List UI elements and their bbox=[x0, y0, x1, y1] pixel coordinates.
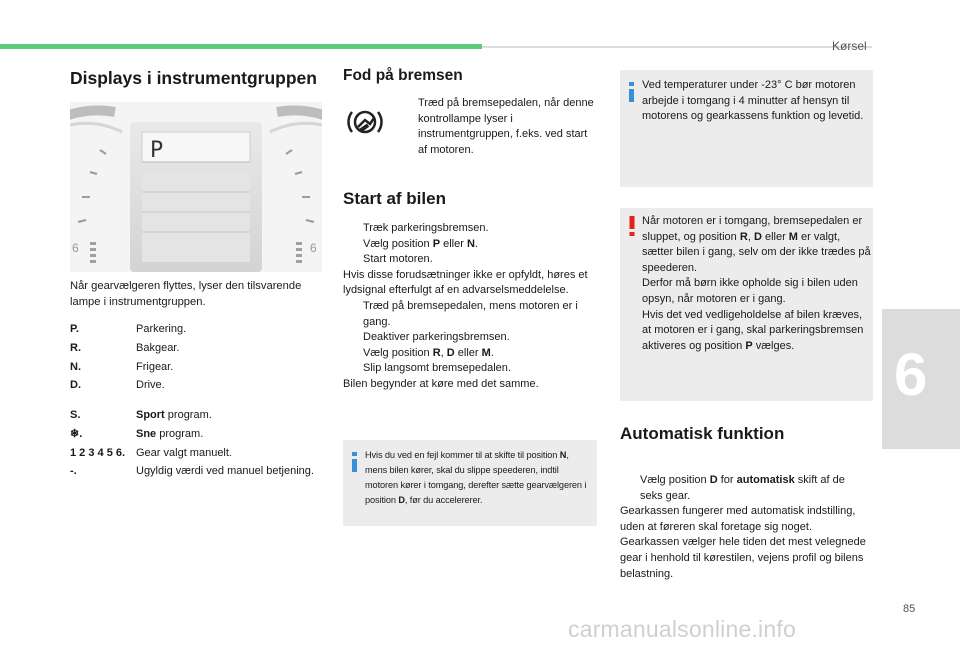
legend-value-rest: Gear valgt manuelt. bbox=[136, 447, 232, 459]
info-box-neutral-shift bbox=[343, 440, 597, 526]
gear-code: P bbox=[745, 339, 753, 352]
gear-code: D bbox=[446, 346, 455, 359]
bullet-text: Træd på bremsepedalen, når denne kontrollampe lyser i instrumentgruppen, f.eks. ved start af motoren. bbox=[418, 97, 594, 156]
instrument-cluster-illustration bbox=[70, 102, 322, 272]
legend-value bbox=[136, 446, 326, 461]
bullet-text: , bbox=[440, 346, 447, 359]
bullet-text: skift af de seks gear. bbox=[640, 474, 845, 502]
info-text-part: , før du accelererer. bbox=[404, 495, 483, 505]
bullet-text: Slip langsomt bremsepedalen. bbox=[363, 362, 511, 375]
bullet-text: Træd på bremsepedalen, mens motoren er i gang. bbox=[363, 299, 578, 328]
warning-text-part: Hvis det ved vedligeholdelse af bilen kræves, at motoren er i gang, skal parkeringsbremsen aktiveres og position bbox=[642, 308, 864, 352]
legend-value: Drive. bbox=[136, 379, 165, 391]
warning-text bbox=[642, 214, 872, 354]
gear-code: M bbox=[481, 346, 491, 359]
legend-key: S. bbox=[70, 409, 81, 421]
automatic-mode-text bbox=[620, 473, 870, 582]
bullet-text: for bbox=[717, 474, 737, 486]
bullet-text: . bbox=[474, 237, 478, 250]
warning-text-part: , bbox=[747, 230, 754, 243]
legend-value bbox=[136, 464, 326, 479]
legend-value-bold: Sne bbox=[136, 428, 157, 440]
page-number: 85 bbox=[903, 603, 916, 615]
gear-code: D bbox=[398, 495, 405, 505]
gear-code: N bbox=[559, 450, 567, 460]
warning-text-part: Når motoren er i tomgang, bremsepedalen er sluppet, og position bbox=[642, 215, 863, 243]
page-title: Displays i instrumentgruppen bbox=[70, 68, 317, 88]
gear-code: R bbox=[432, 346, 441, 359]
legend-key: -. bbox=[70, 465, 77, 477]
svg-text:6: 6 bbox=[72, 241, 79, 255]
legend-value: Frigear. bbox=[136, 361, 174, 373]
legend-value bbox=[136, 408, 326, 423]
paragraph: Bilen begynder at køre med det samme. bbox=[343, 377, 539, 390]
info-box-low-temperature bbox=[620, 70, 873, 187]
heading-automatic-mode: Automatisk funktion bbox=[620, 424, 785, 443]
legend-value-rest: program. bbox=[164, 409, 212, 421]
gear-code: R bbox=[739, 230, 748, 243]
warning-exclamation-icon bbox=[626, 216, 638, 236]
legend-value bbox=[136, 427, 326, 442]
cluster-caption: Når gearvælgeren flyttes, lyser den tilsvarende lampe i instrumentgruppen. bbox=[70, 280, 302, 308]
gear-code: P bbox=[432, 237, 441, 250]
info-icon bbox=[626, 82, 638, 102]
paragraph: Gearkassen fungerer med automatisk indstilling, uden at føreren skal foretage sig noget. Gearkassen vælger hele tiden det mest velegnede gear i henhold til kørestilen, vejens profil og bilens belastning. bbox=[620, 505, 866, 580]
brake-pedal-warning-icon bbox=[343, 100, 387, 144]
bullet-text: Deaktiver parkeringsbremsen. bbox=[363, 331, 510, 344]
legend-key: ❄. bbox=[70, 428, 83, 440]
gear-code: N bbox=[466, 237, 475, 250]
info-text-part: Hvis du ved en fejl kommer til at skifte til position bbox=[365, 450, 560, 460]
warning-text-part: vælges. bbox=[752, 339, 795, 352]
info-icon bbox=[349, 452, 361, 472]
chapter-number: 6 bbox=[894, 341, 928, 408]
bullet-text: eller bbox=[454, 346, 482, 359]
legend-value: Parkering. bbox=[136, 323, 187, 335]
bold-term: automatisk bbox=[736, 474, 795, 486]
cluster-drawing bbox=[70, 102, 322, 272]
svg-text:6: 6 bbox=[310, 241, 317, 255]
gear-code: D bbox=[753, 230, 762, 243]
foot-on-brake-text bbox=[398, 96, 598, 158]
header-rule bbox=[482, 46, 872, 48]
bullet-text: Træk parkeringsbremsen. bbox=[363, 222, 489, 234]
legend-value: Bakgear. bbox=[136, 342, 180, 354]
display-letter: P bbox=[150, 138, 164, 163]
legend-key: 1 2 3 4 5 6. bbox=[70, 447, 126, 459]
legend-value-rest: Ugyldig værdi ved manuel betjening. bbox=[136, 465, 314, 477]
legend-key: N. bbox=[70, 361, 81, 373]
warning-box-idle-creep bbox=[620, 208, 873, 401]
info-text bbox=[365, 448, 593, 508]
warning-text-part: Derfor må børn ikke opholde sig i bilen uden opsyn, når motoren er i gang. bbox=[642, 277, 858, 305]
heading-foot-on-brake: Fod på bremsen bbox=[343, 67, 463, 84]
info-text-part: , mens bilen kører, skal du slippe speederen, indtil motoren kører i tomgang, derefter sætte gearvælgeren i position bbox=[365, 450, 587, 505]
gear-code: M bbox=[788, 230, 798, 243]
gear-code: D bbox=[709, 474, 718, 486]
legend-key: D. bbox=[70, 379, 81, 391]
legend-value-rest: program. bbox=[156, 428, 204, 440]
bullet-text: Vælg position bbox=[363, 237, 433, 250]
bullet-text: . bbox=[490, 346, 494, 359]
paragraph: Hvis disse forudsætninger ikke er opfyldt, høres et lydsignal efterfulgt af en advarselsmeddelelse. bbox=[343, 268, 588, 297]
warning-text-part: er valgt, sætter bilen i gang, selv om der ikke trædes på speederen. bbox=[642, 230, 871, 274]
start-car-text bbox=[343, 221, 601, 393]
warning-text-part: eller bbox=[761, 230, 789, 243]
bullet-text: eller bbox=[440, 237, 467, 250]
watermark: carmanualsonline.info bbox=[568, 616, 796, 642]
bullet-text: Start motoren. bbox=[363, 253, 433, 266]
legend-key: R. bbox=[70, 342, 81, 354]
header-accent-bar bbox=[0, 44, 482, 49]
info-text: Ved temperaturer under -23° C bør motoren arbejde i tomgang i 4 minutter af hensyn til motorens og gearkassens funktion og levetid. bbox=[642, 79, 864, 123]
section-label: Kørsel bbox=[832, 39, 867, 53]
bullet-text: Vælg position bbox=[363, 346, 433, 359]
legend-key: P. bbox=[70, 323, 79, 335]
heading-start-car: Start af bilen bbox=[343, 189, 446, 208]
bullet-text: Vælg position bbox=[640, 474, 710, 486]
legend-value-bold: Sport bbox=[136, 409, 165, 421]
